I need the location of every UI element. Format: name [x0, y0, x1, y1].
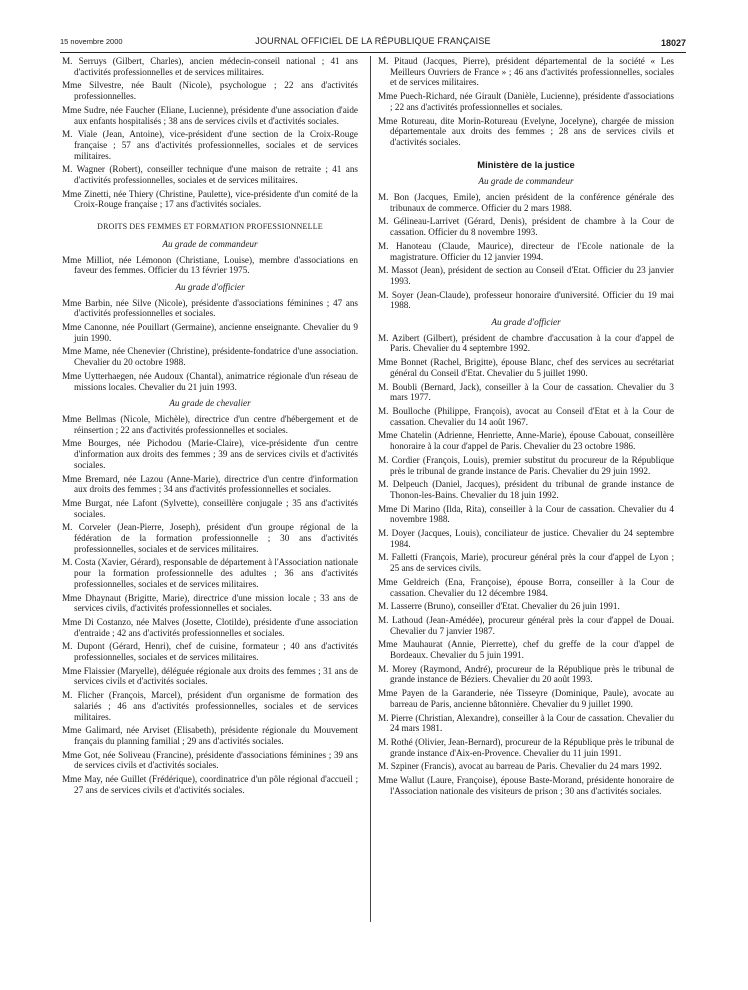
award-entry: M. Pierre (Christian, Alexandre), conseiller à la Cour de cassation. Chevalier du 24 mars 1981. [378, 712, 674, 734]
commandeur-list [378, 192, 674, 311]
section-heading: DROITS DES FEMMES ET FORMATION PROFESSIONNELLE [97, 222, 323, 232]
award-entry: M. Viale (Jean, Antoine), vice-président d'une section de la Croix-Rouge française ; 57 ans d'activités professionnelles, sociales et de services militaires. [62, 129, 358, 161]
award-entry: M. Wagner (Robert), conseiller technique d'une maison de retraite ; 41 ans d'activités professionnelles, sociales et de services militaires. [62, 164, 358, 186]
commandeur-list [62, 255, 358, 276]
grade-heading-commandeur: Au grade de commandeur [478, 176, 574, 187]
award-entry: M. Boubli (Bernard, Jack), conseiller à la Cour de cassation. Chevalier du 3 mars 1977. [378, 381, 674, 403]
award-entry: M. Dupont (Gérard, Henri), chef de cuisine, formateur ; 40 ans d'activités professionnelles, sociales et de services militaires. [62, 641, 358, 663]
award-entry: Mme Flaissier (Maryelle), déléguée régionale aux droits des femmes ; 31 ans de services civils et d'activités sociales. [62, 665, 358, 687]
grade-heading-commandeur: Au grade de commandeur [162, 238, 258, 249]
award-entry: Mme Di Marino (Ilda, Rita), conseiller à la Cour de cassation. Chevalier du 4 novembre 1988. [378, 503, 674, 525]
award-entry: Mme Silvestre, née Bault (Nicole), psychologue ; 22 ans d'activités professionnelles. [62, 80, 358, 102]
officier-list [62, 298, 358, 393]
award-entry: Mme Puech-Richard, née Girault (Danièle, Lucienne), présidente d'associations ; 22 ans d'activités professionnelles et sociales. [378, 91, 674, 112]
award-entry: M. Rothé (Olivier, Jean-Bernard), procureur de la République près le tribunal de grande instance d'Aix-en-Provence. Chevalier du 11 juin 1991. [378, 736, 674, 758]
column-divider [370, 56, 371, 922]
award-entry: Mme Geldreich (Ena, Françoise), épouse Borra, conseiller à la Cour de cassation. Chevalier du 12 décembre 1984. [378, 576, 674, 598]
award-entry: Mme Di Costanzo, née Malves (Josette, Clotilde), présidente d'une association d'entraide ; 42 ans d'activités professionnelles et sociales. [62, 616, 358, 638]
right-column [378, 56, 674, 799]
award-entry: Mme Mauhaurat (Annie, Pierrette), chef du greffe de la cour d'appel de Bordeaux. Chevalier du 5 juin 1991. [378, 639, 674, 661]
award-entry: M. Pitaud (Jacques, Pierre), président départemental de la société « Les Meilleurs Ouvriers de France » ; 46 ans d'activités professionnelles, sociales et de services militaires. [378, 56, 674, 88]
award-entry: Mme Bremard, née Lazou (Anne-Marie), directrice d'un centre d'information aux droits des femmes ; 34 ans d'activités professionnelles et sociales. [62, 473, 358, 495]
chevalier-list [62, 414, 358, 796]
award-entry: Mme Mame, née Chenevier (Christine), présidente-fondatrice d'une association. Chevalier du 20 octobre 1988. [62, 346, 358, 368]
award-entry: M. Hanoteau (Claude, Maurice), directeur de l'Ecole nationale de la magistrature. Officier du 12 janvier 1994. [378, 240, 674, 262]
award-entry: Mme Canonne, née Pouillart (Germaine), ancienne enseignante. Chevalier du 9 juin 1990. [62, 322, 358, 343]
journal-title: JOURNAL OFFICIEL DE LA RÉPUBLIQUE FRANÇAISE [255, 36, 491, 46]
award-entry: M. Gélineau-Larrivet (Gérard, Denis), président de chambre à la Cour de cassation. Officier du 8 novembre 1993. [378, 216, 674, 238]
award-entry: Mme Bourges, née Pichodou (Marie-Claire), vice-présidente d'un centre d'information aux droits des femmes ; 39 ans de services civils et d'activités sociales. [62, 438, 358, 470]
award-entry: M. Cordier (François, Louis), premier substitut du procureur de la République près le tribunal de grande instance de Paris. Chevalier du 29 juin 1992. [378, 454, 674, 476]
award-entry: Mme Dhaynaut (Brigitte, Marie), directrice d'une mission locale ; 33 ans de services civils, d'activités professionnelles et sociales. [62, 592, 358, 614]
award-entry: Mme Barbin, née Silve (Nicole), présidente d'associations féminines ; 47 ans d'activités professionnelles et sociales. [62, 297, 358, 319]
award-entry: M. Morey (Raymond, André), procureur de la République près le tribunal de grande instance de Béziers. Chevalier du 20 août 1993. [378, 663, 674, 685]
award-entry: M. Doyer (Jacques, Louis), conciliateur de justice. Chevalier du 24 septembre 1984. [378, 528, 674, 549]
header-rule [60, 52, 686, 53]
header-date: 15 novembre 2000 [60, 37, 123, 46]
award-entry: Mme Uytterhaegen, née Audoux (Chantal), animatrice régionale d'un réseau de missions locales. Chevalier du 21 juin 1993. [62, 370, 358, 392]
award-entry: Mme Got, née Soliveau (Francine), présidente d'associations féminines ; 39 ans de services civils et d'activités sociales. [62, 749, 358, 771]
page-number: 18027 [660, 38, 686, 48]
award-entry: Mme Wallut (Laure, Françoise), épouse Baste-Morand, présidente honoraire de l'Association nationale des visiteurs de prison ; 30 ans d'activités sociales. [378, 775, 674, 796]
grade-heading-chevalier: Au grade de chevalier [169, 398, 251, 409]
award-entry: M. Soyer (Jean-Claude), professeur honoraire d'université. Officier du 19 mai 1988. [378, 289, 674, 311]
grade-heading-officier: Au grade d'officier [175, 281, 245, 292]
award-entry: M. Delpeuch (Daniel, Jacques), président du tribunal de grande instance de Thonon-les-Bains. Chevalier du 18 juin 1992. [378, 479, 674, 500]
award-entry: M. Falletti (François, Marie), procureur général près la cour d'appel de Lyon ; 25 ans de services civils. [378, 552, 674, 574]
award-entry: Mme Milliot, née Lémonon (Christiane, Louise), membre d'associations en faveur des femmes. Officier du 13 février 1975. [62, 254, 358, 276]
award-entry: Mme Galimard, née Arviset (Elisabeth), présidente régionale du Mouvement français du planning familial ; 29 ans d'activités sociales. [62, 725, 358, 746]
award-entry: M. Azibert (Gilbert), président de chambre d'accusation à la cour d'appel de Paris. Chevalier du 4 septembre 1992. [378, 332, 674, 354]
left-column [62, 56, 358, 798]
award-entry: M. Boulloche (Philippe, François), avocat au Conseil d'Etat et à la Cour de cassation. Chevalier du 14 août 1967. [378, 405, 674, 427]
award-entry: M. Serruys (Gilbert, Charles), ancien médecin-conseil national ; 41 ans d'activités professionnelles et de services militaires. [62, 56, 358, 77]
award-entry: M. Corveler (Jean-Pierre, Joseph), président d'un groupe régional de la fédération de la formation professionnelle ; 30 ans d'activités professionnelles, sociales et de services militaires. [62, 522, 358, 554]
award-entry: M. Bon (Jacques, Emile), ancien président de la conférence générale des tribunaux de commerce. Officier du 2 mars 1988. [378, 192, 674, 213]
intro-list [62, 56, 358, 210]
award-entry: Mme Zinetti, née Thiery (Christine, Paulette), vice-présidente d'un comité de la Croix-Rouge française ; 17 ans d'activités sociales. [62, 188, 358, 210]
award-entry: Mme Burgat, née Lafont (Sylvette), conseillère conjugale ; 35 ans d'activités sociales. [62, 497, 358, 519]
award-entry: M. Szpiner (Francis), avocat au barreau de Paris. Chevalier du 24 mars 1992. [378, 761, 662, 772]
award-entry: Mme Bonnet (Rachel, Brigitte), épouse Blanc, chef des services au secrétariat général du Conseil d'Etat. Chevalier du 5 juillet 1990. [378, 357, 674, 378]
page-header [60, 37, 686, 53]
award-entry: M. Lathoud (Jean-Amédée), procureur général près la cour d'appel de Douai. Chevalier du 7 janvier 1987. [378, 614, 674, 636]
award-entry: Mme Rotureau, dite Morin-Rotureau (Evelyne, Jocelyne), chargée de mission départementale aux droits des femmes ; 28 ans de services civils et d'activités sociales. [378, 115, 674, 147]
award-entry: M. Massot (Jean), président de section au Conseil d'Etat. Officier du 23 janvier 1993. [378, 265, 674, 286]
officier-list [378, 333, 674, 797]
award-entry: M. Costa (Xavier, Gérard), responsable de département à l'Association nationale pour la formation professionnelle des adultes ; 36 ans d'activités professionnelles, sociales et de services militaires. [62, 557, 358, 589]
intro-list [378, 56, 674, 148]
award-entry: M. Lasserre (Bruno), conseiller d'Etat. Chevalier du 26 juin 1991. [378, 601, 620, 612]
award-entry: M. Flicher (François, Marcel), président d'un organisme de formation des salariés ; 46 ans d'activités professionnelles, sociales et de services militaires. [62, 690, 358, 722]
award-entry: Mme Chatelin (Adrienne, Henriette, Anne-Marie), épouse Cabouat, conseillère honoraire à la cour d'appel de Paris. Chevalier du 23 octobre 1986. [378, 430, 674, 452]
award-entry: Mme Bellmas (Nicole, Michèle), directrice d'un centre d'hébergement et de réinsertion ; 22 ans d'activités professionnelles et sociales. [62, 413, 358, 435]
award-entry: Mme Sudre, née Faucher (Eliane, Lucienne), présidente d'une association d'aide aux enfants hospitalisés ; 38 ans de services civils et d'activités sociales. [62, 104, 358, 126]
award-entry: Mme May, née Guillet (Frédérique), coordinatrice d'un pôle régional d'accueil ; 27 ans de services civils et d'activités sociales. [62, 774, 358, 795]
award-entry: Mme Payen de la Garanderie, née Tisseyre (Dominique, Paule), avocate au barreau de Paris, ancienne bâtonnière. Chevalier du 9 juillet 1990. [378, 688, 674, 709]
ministry-heading: Ministère de la justice [477, 158, 575, 170]
grade-heading-officier: Au grade d'officier [491, 317, 561, 328]
